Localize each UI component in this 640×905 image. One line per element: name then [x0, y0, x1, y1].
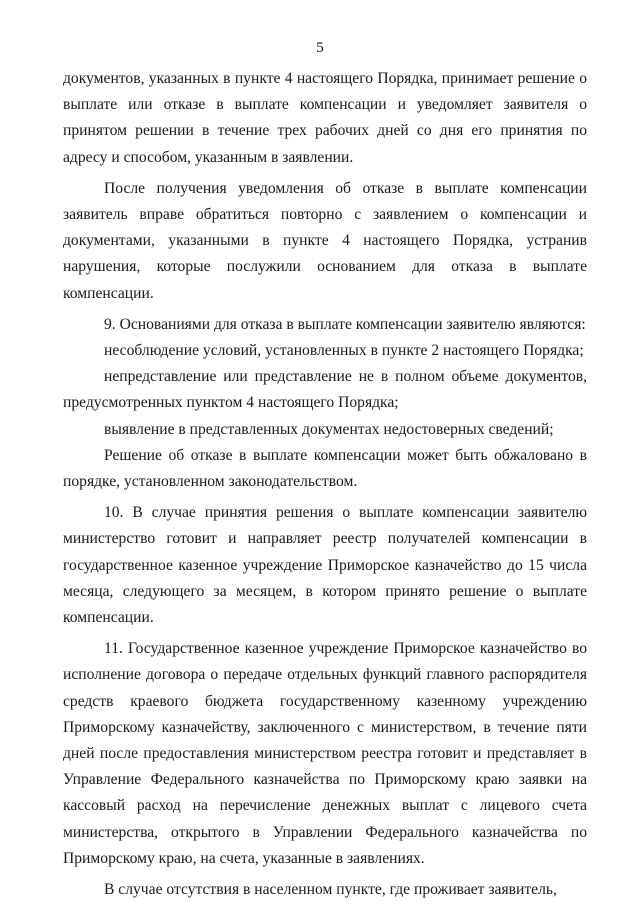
paragraph-decision-continuation: документов, указанных в пункте 4 настоящего Порядка, принимает решение о выплате или отказе в выплате компенсации и уведомляет заявителя о принятом решении в течение трех рабочих дней со дня его принятия по адресу и способом, указанным в заявлении. [63, 70, 587, 166]
paragraph-ground-conditions: несоблюдение условий, установленных в пункте 2 настоящего Порядка; [104, 342, 584, 360]
paragraph-appeal: Решение об отказе в выплате компенсации может быть обжаловано в порядке, установленном законодательством. [63, 446, 587, 491]
document-body [63, 66, 587, 903]
paragraph-item-10-registry: 10. В случае принятия решения о выплате компенсации заявителю министерство готовит и направляет реестр получателей компенсации в государственное казенное учреждение Приморское казначейство до 15 числа месяца, следующего за месяцем, в котором принято решение о выплате компенсации. [63, 504, 587, 627]
paragraph-ground-documents: непредставление или представление не в полном объеме документов, предусмотренных пунктом 4 настоящего Порядка; [63, 368, 587, 412]
paragraph-item-9-refusal-grounds: 9. Основаниями для отказа в выплате компенсации заявителю являются: [104, 315, 586, 333]
paragraph-repeat-application: После получения уведомления об отказе в выплате компенсации заявитель вправе обратиться повторно с заявлением о компенсации и документами, указанными в пункте 4 настоящего Порядка, устранив нарушения, которые послужили основанием для отказа в выплате компенсации. [63, 179, 587, 302]
page-number: 5 [316, 40, 324, 56]
paragraph-absence-case: В случае отсутствия в населенном пункте, где проживает заявитель, [104, 881, 557, 899]
paragraph-ground-false-info: выявление в представленных документах недостоверных сведений; [104, 420, 554, 438]
paragraph-item-11-treasury: 11. Государственное казенное учреждение Приморское казначейство во исполнение договора о передаче отдельных функций главного распорядителя средств краевого бюджета государственному казенному учреждению Приморскому казначейству, заключенного с министерством, в течение пяти дней после предоставления министерством реестра готовит и представляет в Управление Федерального казначейства по Приморскому краю заявки на кассовый расход на перечисление денежных выплат с лицевого счета министерства, открытого в Управлении Федерального казначейства по Приморскому краю, на счета, указанные в заявлениях. [63, 640, 587, 867]
